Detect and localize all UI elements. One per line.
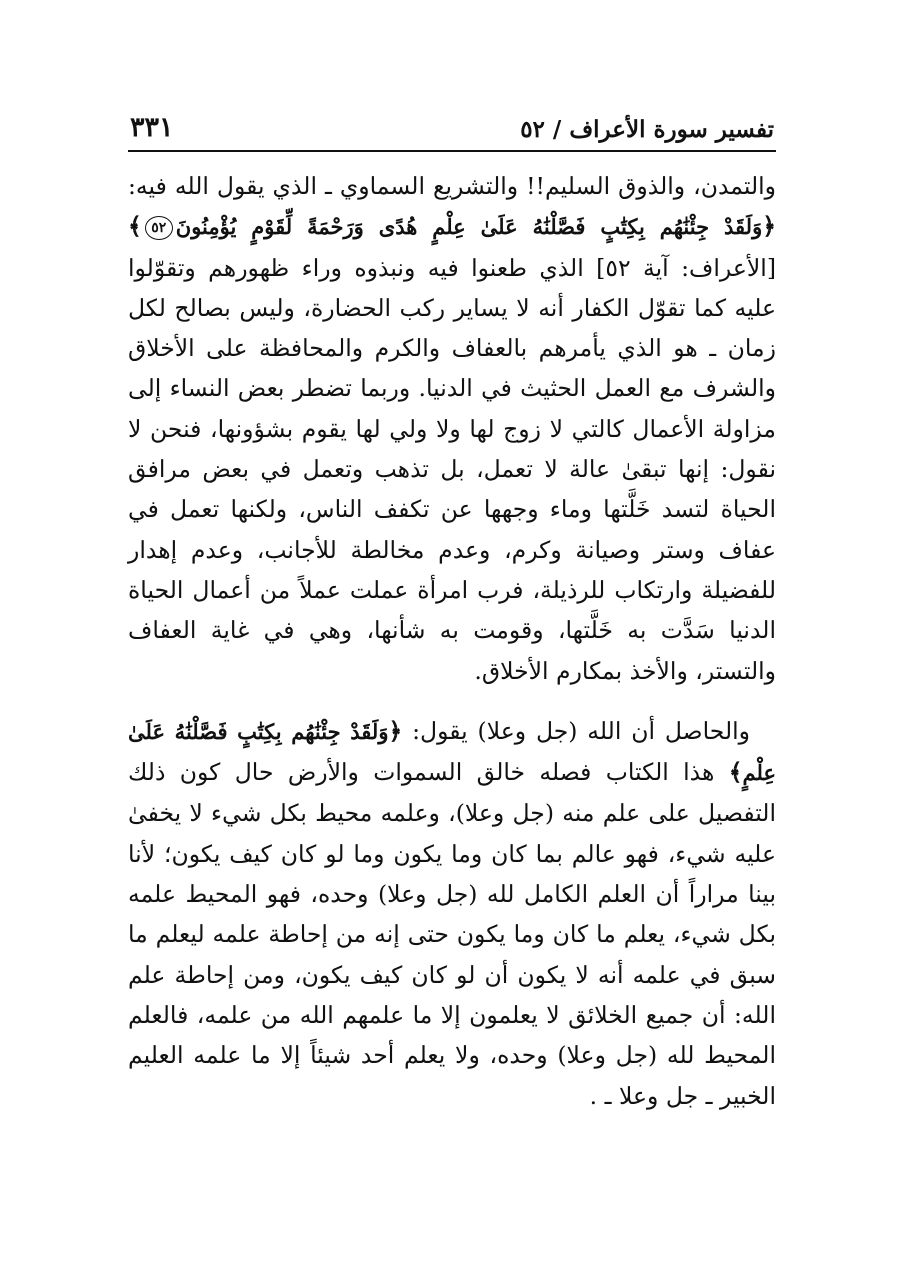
paragraph-1 bbox=[128, 166, 776, 691]
paragraph-2 bbox=[128, 711, 776, 1116]
paragraph-1-text-b: [الأعراف: آية ٥٢] الذي طعنوا فيه ونبذوه وراء ظهورهم وتقوّلوا عليه كما تقوّل الكفار أنه لا يساير ركب الحضارة، وليس بصالح لكل زمان ـ هو الذي يأمرهم بالعفاف والكرم والمحافظة على الأخلاق والشرف مع العمل الحثيث في الدنيا. وربما تضطر بعض النساء إلى مزاولة الأعمال كالتي لا زوج لها ولا ولي لها يقوم بشؤونها، فنحن لا نقول: إنها تبقىٰ عالة لا تعمل، بل تذهب وتعمل في بعض مرافق الحياة لتسد خَلَّتها وماء وجهها عن تكفف الناس، ولكنها تعمل في عفاف وستر وصيانة وكرم، وعدم مخالطة للأجانب، وعدم إهدار للفضيلة وارتكاب للرذيلة، فرب امرأة عملت عملاً من أعمال الحياة الدنيا سَدَّت به خَلَّتها، وقومت به شأنها، وهي في غاية العفاف والتستر، والأخذ بمكارم الأخلاق. bbox=[128, 253, 776, 685]
paragraph-2-text-a: والحاصل أن الله (جل وعلا) يقول: bbox=[412, 716, 750, 745]
quran-verse: وَلَقَدْ جِئْنَٰهُم بِكِتَٰبٍ فَصَّلْنَٰهُ عَلَىٰ عِلْمٍ bbox=[128, 718, 776, 786]
quran-verse: وَلَقَدْ جِئْنَٰهُم بِكِتَٰبٍ فَصَّلْنَٰهُ عَلَىٰ عِلْمٍ هُدًى وَرَحْمَةً لِّقَوْمٍ يُؤْمِنُونَ bbox=[175, 214, 763, 240]
ayah-number-marker: ٥٢ bbox=[145, 216, 173, 240]
page-number: ٣٣١ bbox=[130, 112, 174, 143]
quran-close-brace: ﴾ bbox=[128, 212, 142, 241]
paragraph-1-text-a: والتمدن، والذوق السليم!! والتشريع السماوي ـ الذي يقول الله فيه: bbox=[128, 172, 776, 200]
running-header bbox=[128, 112, 776, 152]
quran-open-brace: ﴿ bbox=[388, 716, 403, 745]
quran-close-brace: ﴾ bbox=[728, 758, 743, 787]
paragraph-2-text-b: هذا الكتاب فصله خالق السموات والأرض حال كون ذلك التفصيل على علم منه (جل وعلا)، وعلمه محيط بكل شيء لا يخفىٰ عليه شيء، فهو عالم بما كان وما يكون وما لو كان كيف يكون؛ لأنا بينا مراراً أن العلم الكامل لله (جل وعلا) وحده، فهو المحيط علمه بكل شيء، يعلم ما كان وما يكون حتى إنه من إحاطة علمه ليعلم ما سبق في علمه أنه لا يكون أن لو كان كيف يكون، ومن إحاطة علم الله: أن جميع الخلائق لا يعلمون إلا ما علمهم الله من علمه، فالعلم المحيط لله (جل وعلا) وحده، ولا يعلم أحد شيئاً إلا ما علمه العليم الخبير ـ جل وعلا ـ . bbox=[128, 758, 776, 1110]
body-text bbox=[128, 166, 776, 1116]
header-title: تفسير سورة الأعراف / ٥٢ bbox=[520, 116, 774, 143]
quran-open-brace: ﴿ bbox=[762, 212, 776, 241]
book-page bbox=[128, 112, 776, 1192]
